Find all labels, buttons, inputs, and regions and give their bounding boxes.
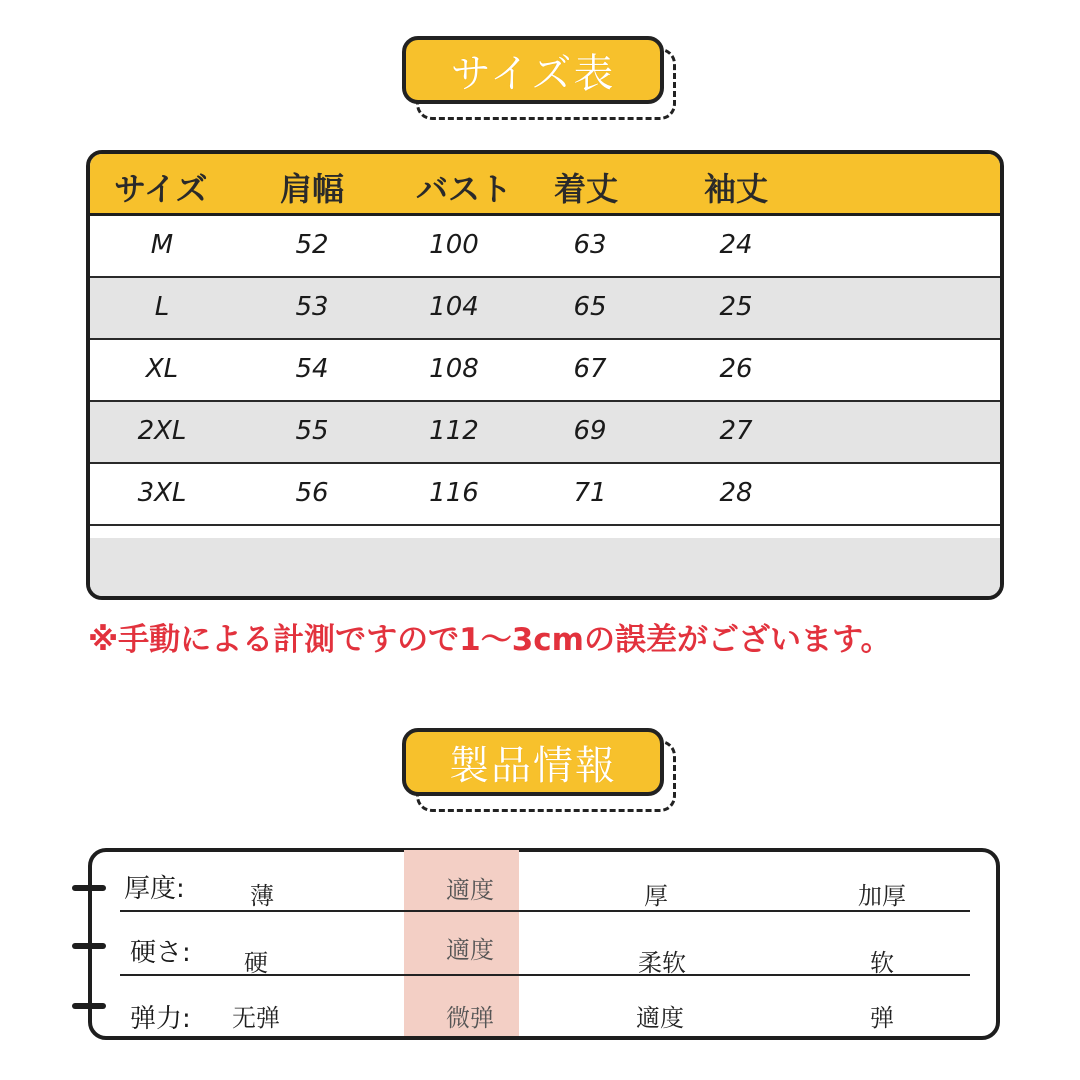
hardness-option-selected: 適度 bbox=[446, 936, 494, 964]
cell-sleeve: 24 bbox=[719, 230, 753, 260]
cell-size: 2XL bbox=[137, 416, 187, 446]
hardness-label: 硬さ: bbox=[130, 938, 191, 968]
table-row bbox=[90, 340, 1000, 402]
cell-shoulder: 56 bbox=[295, 478, 329, 508]
cell-bust: 100 bbox=[429, 230, 479, 260]
cell-length: 69 bbox=[573, 416, 607, 446]
cell-shoulder: 52 bbox=[295, 230, 329, 260]
elasticity-option: 適度 bbox=[636, 1004, 684, 1032]
divider bbox=[120, 910, 970, 912]
row-marker bbox=[72, 885, 106, 891]
cell-size: 3XL bbox=[137, 478, 187, 508]
header-length: 着丈 bbox=[554, 170, 619, 208]
cell-sleeve: 27 bbox=[719, 416, 753, 446]
cell-length: 65 bbox=[573, 292, 607, 322]
table-footer-empty-row bbox=[90, 538, 1000, 600]
cell-sleeve: 28 bbox=[719, 478, 753, 508]
cell-sleeve: 25 bbox=[719, 292, 753, 322]
cell-shoulder: 55 bbox=[295, 416, 329, 446]
header-size: サイズ bbox=[114, 170, 208, 208]
elasticity-option: 弹 bbox=[870, 1004, 894, 1032]
cell-length: 67 bbox=[573, 354, 607, 384]
elasticity-option-selected: 微弹 bbox=[446, 1004, 494, 1032]
table-row bbox=[90, 278, 1000, 340]
cell-shoulder: 53 bbox=[295, 292, 329, 322]
cell-length: 71 bbox=[573, 478, 607, 508]
thickness-option: 薄 bbox=[250, 882, 274, 910]
measurement-note: ※手動による計測ですので1〜3cmの誤差がございます。 bbox=[88, 622, 892, 658]
cell-shoulder: 54 bbox=[295, 354, 329, 384]
size-table-header bbox=[90, 154, 1000, 216]
table-row bbox=[90, 464, 1000, 526]
size-table bbox=[86, 150, 1004, 600]
size-chart-title-badge bbox=[402, 36, 672, 118]
cell-bust: 104 bbox=[429, 292, 479, 322]
hardness-option: 软 bbox=[870, 949, 894, 977]
table-row bbox=[90, 402, 1000, 464]
product-info-title-badge bbox=[402, 728, 672, 810]
elasticity-option: 无弹 bbox=[232, 1004, 280, 1032]
cell-bust: 112 bbox=[429, 416, 479, 446]
table-row bbox=[90, 216, 1000, 278]
cell-size: L bbox=[154, 292, 170, 322]
thickness-option: 加厚 bbox=[858, 882, 906, 910]
thickness-label: 厚度: bbox=[124, 874, 185, 904]
thickness-option-selected: 適度 bbox=[446, 876, 494, 904]
header-bust: バスト bbox=[416, 170, 513, 208]
hardness-option: 柔软 bbox=[638, 949, 686, 977]
header-shoulder: 肩幅 bbox=[280, 170, 345, 208]
hardness-option: 硬 bbox=[244, 949, 268, 977]
row-marker bbox=[72, 1003, 106, 1009]
cell-bust: 108 bbox=[429, 354, 479, 384]
product-info-title: 製品情報 bbox=[402, 728, 664, 796]
elasticity-label: 弹力: bbox=[130, 1004, 191, 1034]
thickness-option: 厚 bbox=[644, 882, 668, 910]
cell-size: XL bbox=[145, 354, 179, 384]
cell-bust: 116 bbox=[429, 478, 479, 508]
cell-sleeve: 26 bbox=[719, 354, 753, 384]
cell-length: 63 bbox=[573, 230, 607, 260]
cell-size: M bbox=[150, 230, 174, 260]
row-marker bbox=[72, 943, 106, 949]
size-chart-title: サイズ表 bbox=[402, 36, 664, 104]
header-sleeve: 袖丈 bbox=[704, 170, 769, 208]
